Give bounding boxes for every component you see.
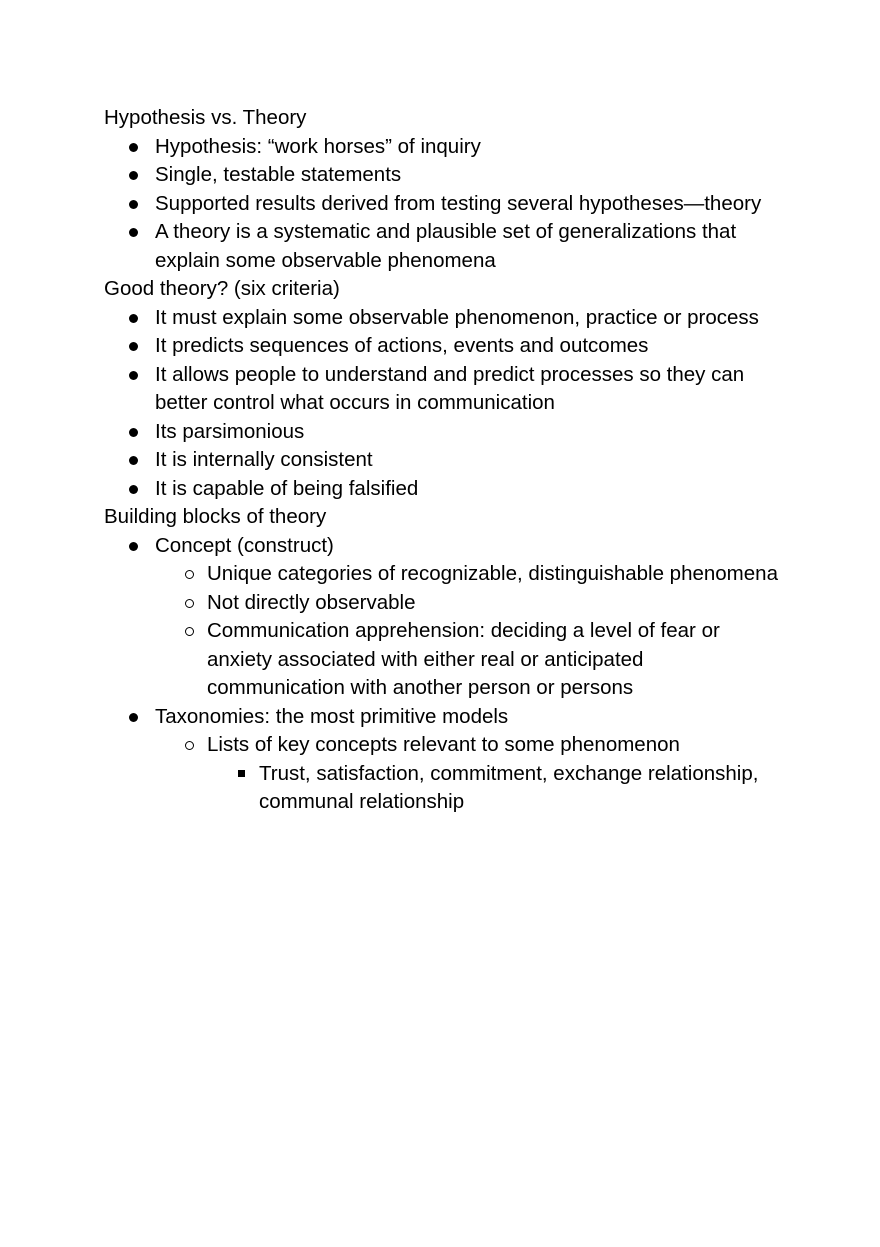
list-item-text: It predicts sequences of actions, events and outcomes bbox=[155, 334, 649, 357]
bullet-list bbox=[104, 703, 784, 732]
filled-circle-bullet-icon bbox=[128, 703, 138, 732]
section-hypothesis-vs-theory bbox=[104, 104, 784, 275]
hollow-circle-bullet-icon bbox=[184, 589, 196, 618]
list-item-text: Taxonomies: the most primitive models bbox=[155, 704, 509, 728]
sub-sub-list-item-text: Trust, satisfaction, commitment, exchange relationship, communal relationship bbox=[259, 761, 759, 813]
list-item bbox=[104, 475, 784, 504]
document-body bbox=[104, 104, 784, 817]
sub-bullet-list bbox=[104, 560, 784, 703]
list-item bbox=[104, 190, 784, 219]
filled-circle-bullet-icon bbox=[128, 304, 138, 333]
filled-circle-bullet-icon bbox=[128, 161, 138, 190]
filled-circle-bullet-icon bbox=[128, 133, 138, 162]
hollow-circle-bullet-icon bbox=[184, 560, 196, 589]
section-building-blocks bbox=[104, 503, 784, 817]
square-bullet-icon bbox=[237, 760, 247, 789]
sub-list-item-text: Unique categories of recognizable, distinguishable phenomena bbox=[207, 562, 778, 585]
list-item bbox=[104, 332, 784, 361]
list-item bbox=[104, 418, 784, 447]
list-item-text: It is capable of being falsified bbox=[155, 476, 419, 500]
bullet-list bbox=[104, 133, 784, 276]
list-item-text: Hypothesis: “work horses” of inquiry bbox=[155, 134, 481, 158]
section-heading: Good theory? (six criteria) bbox=[104, 277, 340, 300]
section-heading: Building blocks of theory bbox=[104, 505, 327, 528]
list-item-text: Supported results derived from testing several hypotheses—theory bbox=[155, 191, 762, 215]
sub-list-item bbox=[104, 560, 784, 589]
list-item-text: A theory is a systematic and plausible set of generalizations that explain some observable phenomena bbox=[155, 220, 737, 272]
list-item-text: Concept (construct) bbox=[155, 533, 334, 557]
list-item bbox=[104, 304, 784, 333]
filled-circle-bullet-icon bbox=[128, 532, 138, 561]
list-item-text: Single, testable statements bbox=[155, 163, 402, 186]
filled-circle-bullet-icon bbox=[128, 361, 138, 390]
filled-circle-bullet-icon bbox=[128, 332, 138, 361]
list-item-text: It is internally consistent bbox=[155, 448, 373, 471]
list-item bbox=[104, 532, 784, 561]
bullet-list bbox=[104, 532, 784, 561]
list-item bbox=[104, 161, 784, 190]
sub-list-item bbox=[104, 589, 784, 618]
sub-list-item bbox=[104, 617, 784, 703]
filled-circle-bullet-icon bbox=[128, 418, 138, 447]
section-heading: Hypothesis vs. Theory bbox=[104, 106, 307, 129]
filled-circle-bullet-icon bbox=[128, 218, 138, 247]
filled-circle-bullet-icon bbox=[128, 190, 138, 219]
list-item-text: It must explain some observable phenomenon, practice or process bbox=[155, 305, 759, 329]
sub-list-item bbox=[104, 731, 784, 760]
hollow-circle-bullet-icon bbox=[184, 731, 196, 760]
list-item bbox=[104, 361, 784, 418]
filled-circle-bullet-icon bbox=[128, 475, 138, 504]
list-item-text: It allows people to understand and predict processes so they can better control what occurs in communication bbox=[155, 362, 745, 414]
sub-list-item-text: Communication apprehension: deciding a level of fear or anxiety associated with either real or anticipated communication with another person or persons bbox=[207, 619, 720, 699]
section-good-theory bbox=[104, 275, 784, 503]
bullet-list bbox=[104, 304, 784, 504]
list-item bbox=[104, 446, 784, 475]
sub-sub-list-item bbox=[104, 760, 784, 817]
sub-sub-bullet-list bbox=[104, 760, 784, 817]
hollow-circle-bullet-icon bbox=[184, 617, 196, 646]
sub-list-item-text: Lists of key concepts relevant to some phenomenon bbox=[207, 733, 680, 756]
filled-circle-bullet-icon bbox=[128, 446, 138, 475]
list-item bbox=[104, 703, 784, 732]
list-item-text: Its parsimonious bbox=[155, 419, 305, 443]
list-item bbox=[104, 218, 784, 275]
list-item bbox=[104, 133, 784, 162]
sub-list-item-text: Not directly observable bbox=[207, 590, 416, 614]
sub-bullet-list bbox=[104, 731, 784, 760]
